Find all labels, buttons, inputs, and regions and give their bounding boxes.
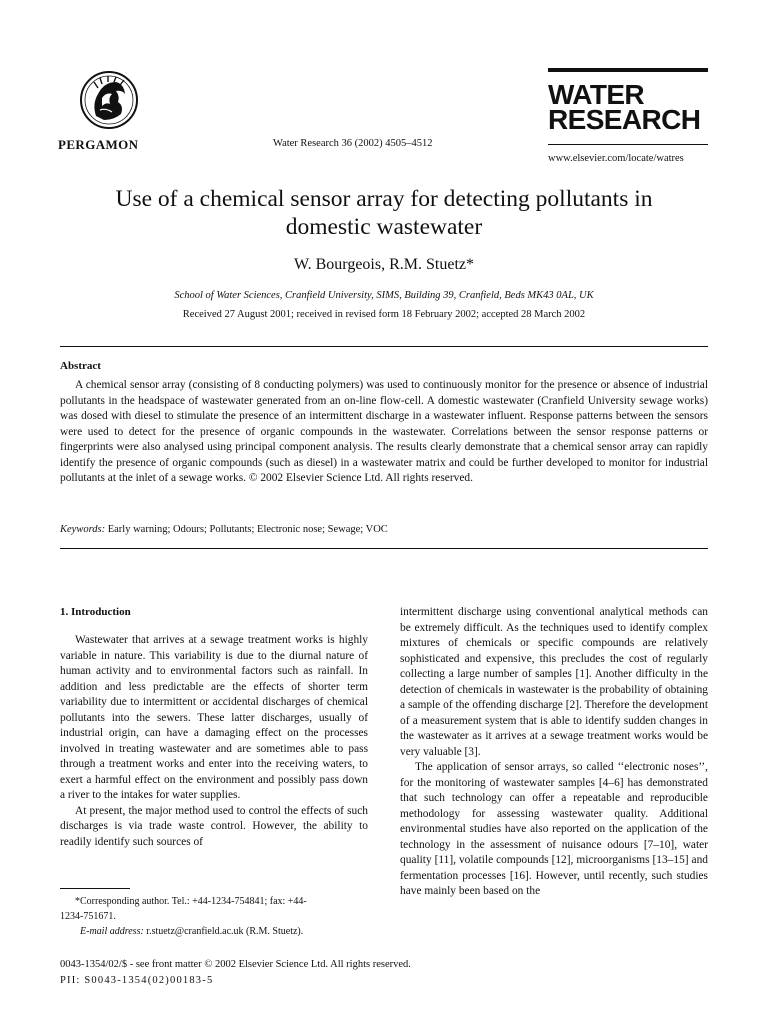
journal-title-line2: RESEARCH <box>548 104 701 135</box>
footnote-email <box>60 924 368 939</box>
section-heading-introduction: 1. Introduction <box>60 606 131 618</box>
abstract-heading: Abstract <box>60 360 101 372</box>
footnote <box>60 894 368 939</box>
journal-title-line1: WATER <box>548 79 645 110</box>
keywords-label: Keywords: <box>60 524 106 535</box>
intro-paragraph-2: At present, the major method used to control the effects of such discharges is via trade waste control. However, the ability to readily identify such sources of <box>60 804 368 848</box>
journal-url[interactable]: www.elsevier.com/locate/watres <box>548 153 684 164</box>
journal-citation: Water Research 36 (2002) 4505–4512 <box>273 138 433 149</box>
affiliation: School of Water Sciences, Cranfield University, SIMS, Building 39, Cranfield, Beds MK43 0AL, UK <box>174 290 594 301</box>
front-matter-line: 0043-1354/02/$ - see front matter © 2002 Elsevier Science Ltd. All rights reserved. <box>60 959 411 970</box>
email-address[interactable]: r.stuetz@cranfield.ac.uk (R.M. Stuetz). <box>146 926 304 937</box>
journal-top-rule <box>548 68 708 72</box>
received-dates: Received 27 August 2001; received in revised form 18 February 2002; accepted 28 March 2002 <box>182 309 586 320</box>
intro-paragraph-3: intermittent discharge using conventional analytical methods can be extremely difficult. As the techniques used to identify complex mixtures of chemicals or specific compounds are relatively sophisticated and expensive, this precludes the cost of regularly collecting a large number of samples [1]. Another difficulty in the detection of chemicals in wastewater is the probability of obtaining a sample of the offending discharge [2]. Therefore the development of a measurement system that is able to identify sudden changes in the wastewater as it arrives at a sewage treatment works would be very valuable [3]. <box>400 606 708 758</box>
right-column <box>400 605 708 900</box>
email-label: E-mail address: <box>80 926 144 937</box>
journal-title <box>548 79 701 135</box>
abstract-bottom-rule <box>60 548 708 549</box>
abstract-text: A chemical sensor array (consisting of 8 conducting polymers) was used to continuously monitor for the presence or absence of industrial pollutants in the headspace of wastewater generated from an on-line flow-cell. A domestic wastewater (Cranfield University sewage works) was dosed with diesel to stimulate the presence of an intermittent discharge in a wastewater influent. Response patterns between the sensors were used to detect for the presence of organic compounds in the wastewater. Correlations between the sensor response patterns or fingerprints were also analysed using principal component analysis. The results clearly demonstrate that a chemical sensor array can rapidly identify the presence of organic compounds (such as diesel) in a wastewater matrix and could be further developed to monitor for industrial pollutants at the inlet of a sewage works. © 2002 Elsevier Science Ltd. All rights reserved. <box>60 379 708 484</box>
authors: W. Bourgeois, R.M. Stuetz* <box>293 256 474 273</box>
intro-paragraph-4: The application of sensor arrays, so called ‘‘electronic noses’’, for the monitoring of wastewater samples [4–6] has demonstrated that such technology can offer a repeatable and reproducible methodology for assessing wastewater quality. Additional environmental studies have also reported on the application of the technology in the assessment of nuisance odours [7–10], water quality [11], volatile compounds [12], microorganisms [13–15] and fermentation processes [16]. However, until recently, such studies have mainly been based on the <box>400 761 708 897</box>
article-title-line2: domestic wastewater <box>285 214 483 240</box>
keywords <box>60 524 388 535</box>
article-title-line1: Use of a chemical sensor array for detecting pollutants in <box>115 186 653 212</box>
intro-paragraph-1: Wastewater that arrives at a sewage treatment works is highly variable in nature. This variability is due to the diurnal nature of human activity and to environmental factors such as rainfall. In addition and less predictable are the effects of shorter term variability due to intermittent or accidental discharges of chemical pollutants into the sewers. These latter discharges, usually of industrial origin, can have a damaging effect on the processes involved in treating wastewater and are sometimes able to pass through a treatment works and enter into the receiving waters, to exert a harmful effect on the environment and possibly pass down a river to the intakes for water supplies. <box>60 634 368 801</box>
footnote-corresponding-line2: 1234-751671. <box>60 911 116 922</box>
pii-line: PII: S0043-1354(02)00183-5 <box>60 975 214 986</box>
elsevier-tree-logo <box>78 68 138 132</box>
publisher-name: PERGAMON <box>58 137 139 152</box>
footnote-rule <box>60 888 130 889</box>
journal-bottom-rule <box>548 144 708 145</box>
left-column <box>60 633 368 850</box>
page-footer <box>60 957 411 989</box>
footnote-corresponding-line1: *Corresponding author. Tel.: +44-1234-754841; fax: +44- <box>75 896 307 907</box>
abstract-top-rule <box>60 346 708 347</box>
article-title <box>60 185 708 241</box>
keywords-list: Early warning; Odours; Pollutants; Electronic nose; Sewage; VOC <box>107 524 388 535</box>
